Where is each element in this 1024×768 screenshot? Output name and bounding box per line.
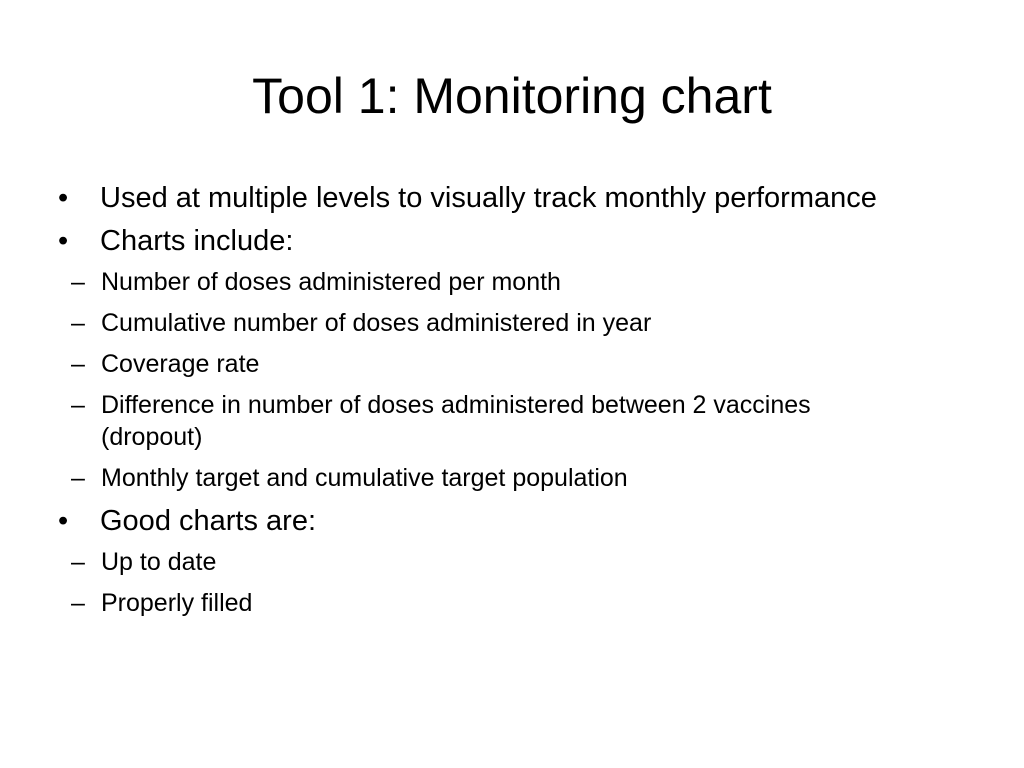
bullet-text: Used at multiple levels to visually track monthly performance xyxy=(100,182,877,214)
sub-list-wrapper xyxy=(56,266,966,494)
bullet-marker: • xyxy=(58,182,69,214)
sub-item xyxy=(56,307,966,339)
sub-item-text: Cumulative number of doses administered in year xyxy=(101,309,652,337)
sub-list xyxy=(56,546,966,619)
sub-item-text: Coverage rate xyxy=(101,350,260,378)
sub-item xyxy=(56,389,901,453)
slide-title: Tool 1: Monitoring chart xyxy=(252,68,772,124)
dash-marker: – xyxy=(71,589,85,617)
sub-item-text: Number of doses administered per month xyxy=(101,268,561,296)
sub-item-text: Monthly target and cumulative target population xyxy=(101,464,628,492)
sub-item xyxy=(56,587,966,619)
sub-item xyxy=(56,546,966,578)
sub-item-text: Up to date xyxy=(101,548,217,576)
sub-item-text: Properly filled xyxy=(101,589,253,617)
dash-marker: – xyxy=(71,464,85,492)
dash-marker: – xyxy=(71,391,85,419)
sub-list-wrapper xyxy=(56,546,966,619)
bullet-marker: • xyxy=(58,505,69,537)
bullet-item xyxy=(56,223,966,260)
bullet-item xyxy=(56,503,966,540)
bullet-marker: • xyxy=(58,225,69,257)
dash-marker: – xyxy=(71,268,85,296)
bullet-list xyxy=(56,180,966,619)
sub-item xyxy=(56,266,966,298)
bullet-text: Charts include: xyxy=(100,225,294,257)
sub-item xyxy=(56,462,966,494)
slide-content xyxy=(56,180,966,628)
dash-marker: – xyxy=(71,309,85,337)
bullet-text: Good charts are: xyxy=(100,505,316,537)
sub-list xyxy=(56,266,966,494)
sub-item-text: Difference in number of doses administered between 2 vaccines (dropout) xyxy=(101,391,811,451)
bullet-item xyxy=(56,180,966,217)
dash-marker: – xyxy=(71,350,85,378)
dash-marker: – xyxy=(71,548,85,576)
sub-item xyxy=(56,348,966,380)
